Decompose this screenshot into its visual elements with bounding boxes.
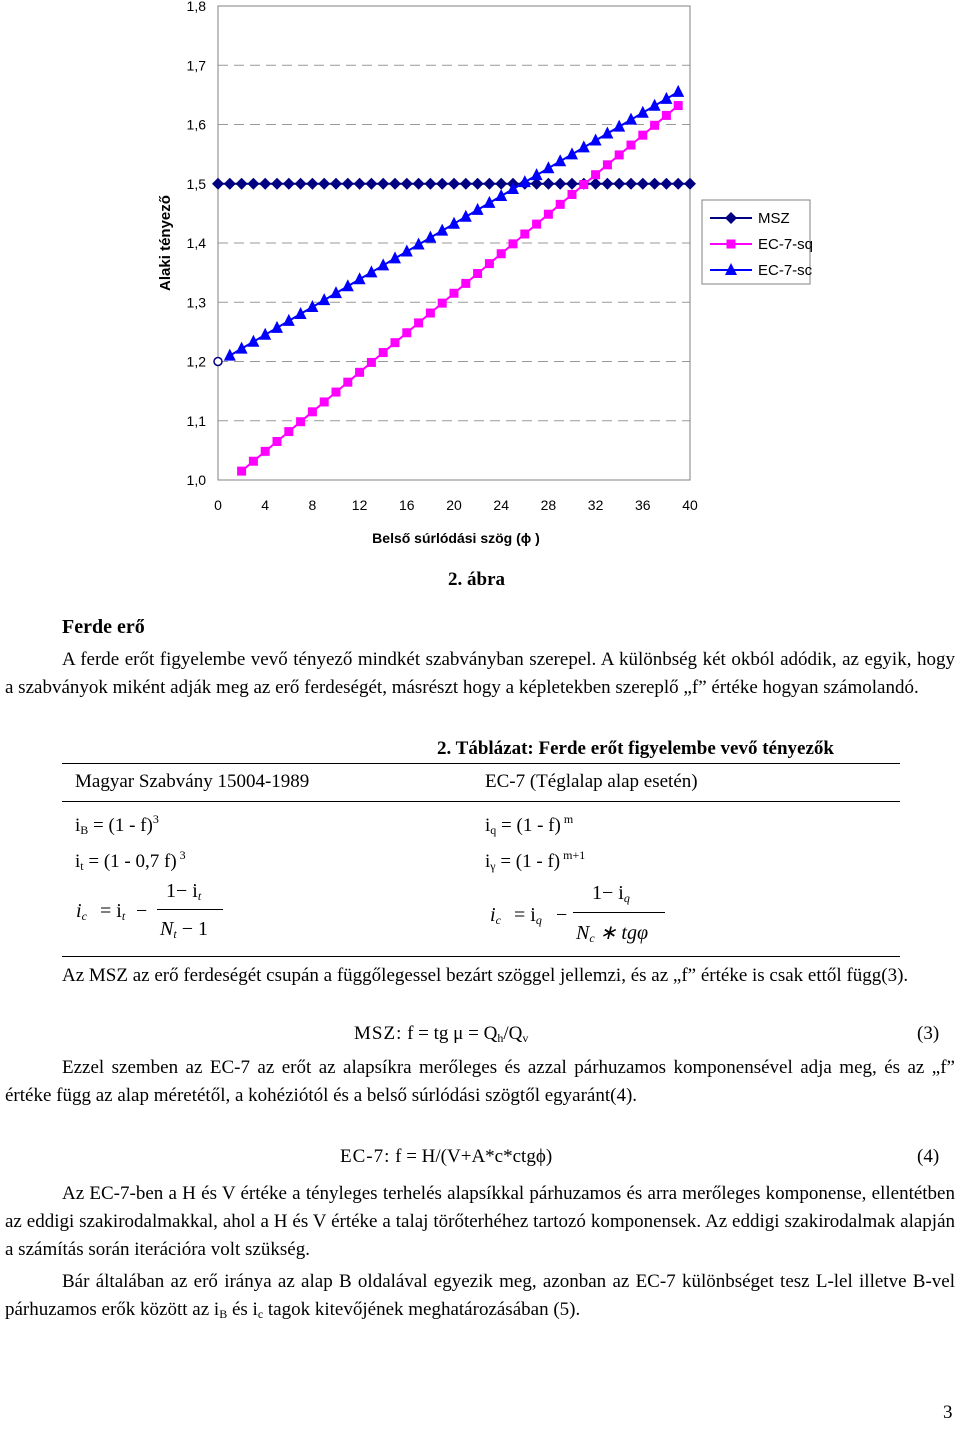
data-point-ec-7-sc <box>342 279 354 291</box>
y-tick-label: 1,5 <box>186 175 206 192</box>
data-point-ec-7-sc <box>295 307 307 319</box>
fraction-bar <box>157 909 223 910</box>
data-point-ec-7-sc <box>672 85 684 97</box>
data-point-ec-7-sq <box>662 111 671 120</box>
data-point-ec-7-sc <box>637 106 649 118</box>
x-tick-label: 16 <box>399 497 415 513</box>
chart-grid <box>218 65 690 421</box>
data-point-ec-7-sq <box>343 378 352 387</box>
data-point-ec-7-sc <box>448 217 460 229</box>
y-tick-label: 1,1 <box>186 412 206 429</box>
table-col2-header: EC-7 (Téglalap alap esetén) <box>485 771 698 792</box>
data-point-ec-7-sq <box>603 160 612 169</box>
paragraph-5: Bár általában az erő iránya az alap B oldalával egyezik meg, azonban az EC-7 különbséget tesz L-lel illetve B-vel párhuzamos erők között az $i_B$ és $i_c$ tagok kitevőjének meghatározásában (5). <box>5 1271 955 1321</box>
x-tick-label: 12 <box>351 497 368 513</box>
data-point-ec-7-sq <box>556 200 565 209</box>
data-point-msz <box>460 178 472 190</box>
data-point-ec-7-sc <box>460 210 472 222</box>
data-point-msz <box>472 178 484 190</box>
data-point-ec-7-sc <box>649 99 661 111</box>
data-point-ec-7-sc <box>224 349 236 361</box>
data-point-msz <box>637 178 649 190</box>
data-point-msz <box>377 178 389 190</box>
x-tick-label: 36 <box>635 497 651 513</box>
data-point-ec-7-sq <box>650 121 659 130</box>
data-point-ec-7-sq <box>379 348 388 357</box>
data-point-msz <box>448 178 460 190</box>
equation-3-number: (3) <box>917 1023 940 1044</box>
data-point-msz <box>318 178 330 190</box>
x-tick-label: 32 <box>587 497 604 513</box>
y-tick-labels <box>187 0 207 488</box>
data-point-msz <box>283 178 295 190</box>
figure-caption: 2. ábra <box>448 569 505 590</box>
data-point-msz <box>413 178 425 190</box>
data-point-msz <box>424 178 436 190</box>
chart-legend <box>702 200 813 284</box>
x-tick-label: 0 <box>214 497 222 513</box>
data-point-msz <box>224 178 236 190</box>
y-tick-label: 1,3 <box>186 294 206 311</box>
legend-label-msz: MSZ <box>758 210 790 227</box>
data-point-ec-7-sc <box>318 293 330 305</box>
legend-label-ec-7-sc: EC-7-sc <box>758 262 813 279</box>
data-point-ec-7-sq <box>591 170 600 179</box>
data-point-ec-7-sq <box>544 210 553 219</box>
equation-4: EC-7: f = H/(V+A*c*ctgϕ) <box>340 1146 553 1167</box>
y-tick-label: 1,2 <box>186 353 206 370</box>
data-point-msz <box>672 178 684 190</box>
data-point-ec-7-sc <box>436 224 448 236</box>
y-tick-label: 1,7 <box>186 57 206 74</box>
equation-4-number: (4) <box>917 1146 940 1167</box>
page-number: 3 <box>943 1402 953 1423</box>
data-point-msz <box>247 178 259 190</box>
data-point-ec-7-sc <box>613 120 625 132</box>
data-point-ec-7-sq <box>674 101 683 110</box>
y-tick-label: 1,0 <box>186 472 206 488</box>
data-point-msz <box>542 178 554 190</box>
data-point-ec-7-sc <box>483 196 495 208</box>
data-point-ec-7-sc <box>354 272 366 284</box>
data-point-ec-7-sc <box>330 286 342 298</box>
data-point-ec-7-sq <box>461 279 470 288</box>
data-point-ec-7-sc <box>283 314 295 326</box>
data-point-ec-7-sq <box>485 259 494 268</box>
section-title: Ferde erő <box>62 616 145 638</box>
data-point-ec-7-sc <box>601 127 613 139</box>
table-caption: 2. Táblázat: Ferde erőt figyelembe vevő tényezők <box>437 738 834 759</box>
data-point-ec-7-sq <box>473 269 482 278</box>
data-point-ec-7-sq <box>532 220 541 229</box>
x-tick-label: 8 <box>308 497 317 513</box>
data-point-ec-7-sc <box>578 140 590 152</box>
equation-3: MSZ: f = tg $\mu = Q_h/Q_v$ <box>354 1023 529 1045</box>
data-point-ec-7-sc <box>554 154 566 166</box>
data-point-ec-7-sq <box>638 131 647 140</box>
data-point-ec-7-sc <box>413 238 425 250</box>
data-point-ec-7-sc <box>424 231 436 243</box>
data-point-origin <box>214 358 222 366</box>
x-tick-label: 40 <box>682 497 698 513</box>
data-point-msz <box>354 178 366 190</box>
table-row1-col1: $i_B = (1 - f)^3$ <box>75 812 159 837</box>
paragraph-2: Az MSZ az erő ferdeségét csupán a függőlegessel bezárt szöggel jellemzi, és az „f” értéke is csak ettől függ(3). <box>62 965 909 986</box>
x-tick-label: 24 <box>493 497 509 513</box>
table-row2-col2: $i_\gamma = (1 - f)$ $^{m+1}$ <box>485 848 586 873</box>
data-point-ec-7-sc <box>531 168 543 180</box>
data-point-ec-7-sq <box>391 338 400 347</box>
series-lines <box>218 92 690 471</box>
data-point-msz <box>436 178 448 190</box>
data-point-msz <box>660 178 672 190</box>
data-point-ec-7-sq <box>568 190 577 199</box>
paragraph-3: Ezzel szemben az EC-7 az erőt az alapsíkra merőleges és azzal párhuzamos komponensével adja meg, és az „f” értéke függ az alap méretétől, a kohéziótól és a belső súrlódási szögtől egyaránt(4). <box>5 1057 955 1106</box>
series-line-ec-7-sq <box>242 106 679 472</box>
x-axis-label: Belső súrlódási szög (ϕ ) <box>372 530 540 546</box>
data-point-ec-7-sq <box>497 249 506 258</box>
data-point-msz <box>590 178 602 190</box>
table-row1-col2: $i_q = (1 - f)$ $^m$ <box>485 812 574 837</box>
data-point-msz <box>271 178 283 190</box>
data-point-ec-7-sq <box>355 368 364 377</box>
data-point-ec-7-sc <box>495 189 507 201</box>
shape-factor-chart <box>0 0 960 560</box>
x-tick-labels <box>214 497 698 513</box>
data-point-msz <box>236 178 248 190</box>
data-point-msz <box>566 178 578 190</box>
data-point-ec-7-sq <box>402 328 411 337</box>
data-point-msz <box>365 178 377 190</box>
data-point-ec-7-sc <box>259 328 271 340</box>
data-point-msz <box>401 178 413 190</box>
x-tick-label: 28 <box>540 497 557 513</box>
data-point-ec-7-sc <box>542 161 554 173</box>
data-point-ec-7-sq <box>627 141 636 150</box>
y-tick-label: 1,4 <box>186 235 206 251</box>
y-axis-label: Alaki tényező <box>157 195 174 291</box>
data-point-ec-7-sc <box>566 147 578 159</box>
data-point-ec-7-sq <box>426 309 435 318</box>
data-point-ec-7-sq <box>332 388 341 397</box>
data-point-msz <box>295 178 307 190</box>
data-point-ec-7-sq <box>284 427 293 436</box>
data-point-msz <box>483 178 495 190</box>
x-tick-label: 20 <box>446 497 462 513</box>
data-point-ec-7-sq <box>438 299 447 308</box>
y-tick-label: 1,6 <box>186 116 206 133</box>
data-point-ec-7-sc <box>590 133 602 145</box>
data-point-ec-7-sc <box>377 258 389 270</box>
legend-label-ec-7-sq: EC-7-sq <box>758 236 814 253</box>
data-point-ec-7-sq <box>520 229 529 238</box>
data-point-ec-7-sq <box>509 239 518 248</box>
data-point-ec-7-sc <box>389 251 401 263</box>
data-point-ec-7-sq <box>273 437 282 446</box>
data-point-ec-7-sq <box>367 358 376 367</box>
data-point-ec-7-sq <box>579 180 588 189</box>
data-point-msz <box>306 178 318 190</box>
data-point-ec-7-sq <box>615 150 624 159</box>
data-point-msz <box>259 178 271 190</box>
data-point-ec-7-sq <box>261 447 270 456</box>
paragraph-1: A ferde erőt figyelembe vevő tényező mindkét szabványban szerepel. A különbség két okból adódik, az egyik, hogy a szabványok miként adják meg az erő ferdeségét, másrészt hogy a képletekben szereplő „f” értéke hogyan számolandó. <box>5 649 955 698</box>
data-point-ec-7-sc <box>519 175 531 187</box>
data-point-ec-7-sq <box>414 318 423 327</box>
data-point-msz <box>212 178 224 190</box>
data-point-ec-7-sc <box>271 321 283 333</box>
x-tick-label: 4 <box>261 497 270 513</box>
data-point-ec-7-sc <box>401 244 413 256</box>
paragraph-4: Az EC-7-ben a H és V értéke a tényleges terhelés alapsíkkal párhuzamos és arra merőleges komponense, ellentétben az eddigi szakirodalmakkal, ahol a H és V értéke a talaj törőterhéhez tartozó komponensek. Az eddigi szakirodalmak alapján a számítás során iterációra volt szükség. <box>5 1183 955 1260</box>
table-header-rule <box>62 801 900 802</box>
data-point-ec-7-sc <box>236 342 248 354</box>
data-point-ec-7-sq <box>296 417 305 426</box>
data-point-msz <box>389 178 401 190</box>
data-point-msz <box>342 178 354 190</box>
data-point-ec-7-sc <box>365 265 377 277</box>
data-point-msz <box>684 178 696 190</box>
data-point-ec-7-sq <box>237 467 246 476</box>
data-point-ec-7-sq <box>450 289 459 298</box>
data-point-msz <box>625 178 637 190</box>
data-point-msz <box>649 178 661 190</box>
data-point-msz <box>554 178 566 190</box>
data-point-ec-7-sc <box>660 92 672 104</box>
y-tick-label: 1,8 <box>186 0 206 14</box>
data-point-msz <box>495 178 507 190</box>
table-row2-col1: $i_t = (1 - 0,7$ f) $^3$ <box>75 848 186 873</box>
fraction-bar <box>573 912 665 913</box>
data-point-ec-7-sc <box>472 203 484 215</box>
data-point-ec-7-sq <box>249 457 258 466</box>
table-col1-header: Magyar Szabvány 15004-1989 <box>75 771 310 792</box>
data-point-ec-7-sq <box>320 397 329 406</box>
data-point-msz <box>601 178 613 190</box>
data-point-ec-7-sc <box>625 113 637 125</box>
legend-marker-ec-7-sq <box>727 240 736 249</box>
data-point-ec-7-sq <box>308 407 317 416</box>
data-point-msz <box>613 178 625 190</box>
data-point-ec-7-sc <box>247 335 259 347</box>
series-markers <box>212 85 696 476</box>
data-point-msz <box>330 178 342 190</box>
